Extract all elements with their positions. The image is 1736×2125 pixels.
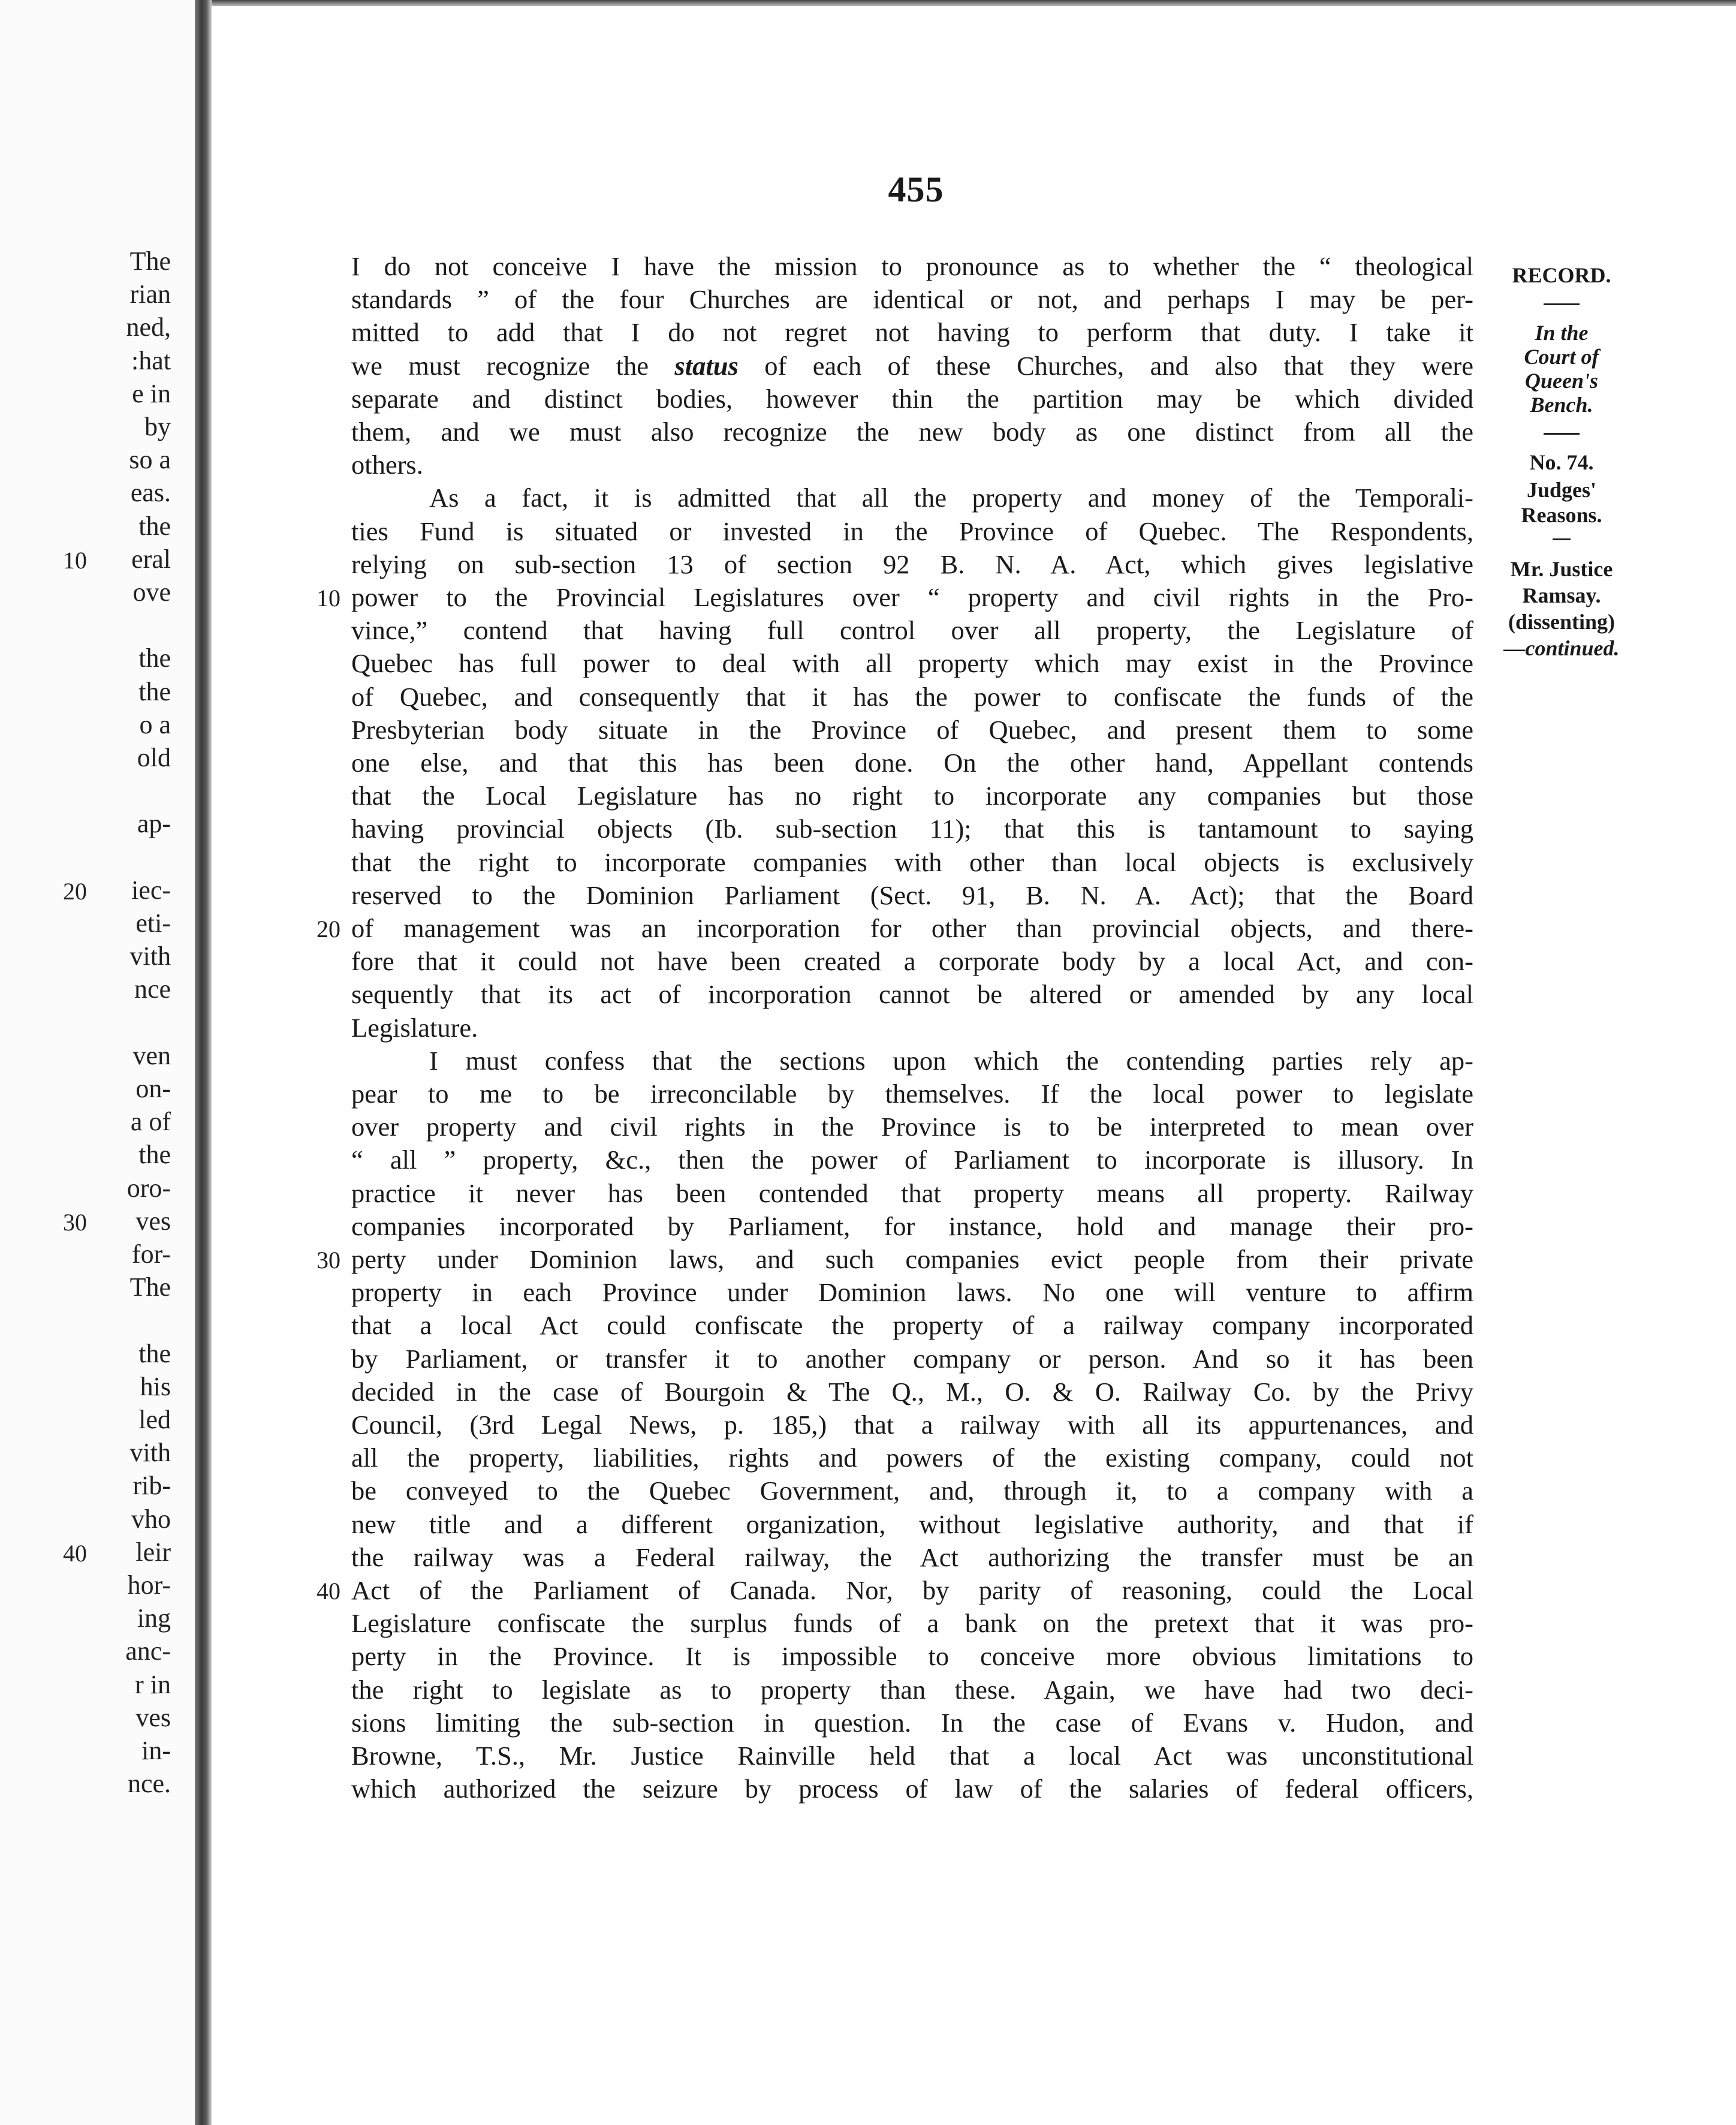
text-line: having provincial objects (Ib. sub-section 11); that this is tantamount to saying: [351, 814, 1473, 844]
facing-page-text: ves: [135, 1702, 171, 1732]
margin-rule: [1544, 433, 1580, 435]
facing-page-text: rib-: [132, 1471, 171, 1501]
facing-page-text: ove: [132, 577, 171, 607]
facing-page-fragment: [0, 0, 195, 2125]
text-line: companies incorporated by Parliament, for instance, hold and manage their pro-: [351, 1211, 1473, 1241]
facing-page-text: the: [138, 1338, 171, 1368]
line-number: 40: [317, 1578, 340, 1605]
facing-page-text: ned,: [126, 312, 171, 342]
text-line: we must recognize the status of each of these Churches, and also that they were: [351, 350, 1473, 381]
text-line: vince,” contend that having full control over all property, the Legislature of: [351, 615, 1473, 646]
facing-page-text: vith: [129, 1438, 171, 1468]
text-line: that the Local Legislature has no right to incorporate any companies but those: [351, 781, 1473, 811]
facing-line-number: 40: [63, 1539, 87, 1567]
text-line: Quebec has full power to deal with all property which may exist in the Province: [351, 648, 1473, 679]
text-line: Council, (3rd Legal News, p. 185,) that a railway with all its appurtenances, and: [351, 1410, 1473, 1440]
text-line: new title and a different organization, without legislative authority, and that if: [351, 1509, 1473, 1539]
facing-page-text: for-: [131, 1239, 171, 1269]
court-line-4: Bench.: [1530, 393, 1593, 417]
text-line: Legislature confiscate the surplus funds of a bank on the pretext that it was pro-: [351, 1608, 1473, 1639]
facing-page-text: ap-: [137, 809, 171, 839]
facing-page-text: :hat: [131, 345, 171, 375]
facing-page-text: nce: [134, 974, 171, 1004]
facing-page-text: the: [138, 1140, 171, 1170]
court-line-2: Court of: [1524, 345, 1599, 369]
facing-page-text: ven: [132, 1040, 171, 1070]
facing-page-text: vith: [129, 941, 171, 971]
text-line: fore that it could not have been created a corporate body by a local Act, and con-: [351, 946, 1473, 977]
facing-page-text: e in: [132, 378, 171, 408]
facing-page-text: the: [138, 676, 171, 706]
binding-gutter: [195, 0, 212, 2125]
facing-line-number: 10: [63, 546, 87, 574]
text-line: “ all ” property, &c., then the power of Parliament to incorporate is illusory. In: [351, 1145, 1473, 1175]
text-line: others.: [351, 450, 423, 480]
text-line: As a fact, it is admitted that all the property and money of the Temporali-: [429, 483, 1473, 513]
facing-page-text: oro-: [126, 1173, 171, 1203]
judge-line-2: Ramsay.: [1522, 583, 1601, 607]
text-line: over property and civil rights in the Province is to be interpreted to mean over: [351, 1112, 1473, 1142]
text-line: perty under Dominion laws, and such companies evict people from their private: [351, 1244, 1473, 1274]
text-line: separate and distinct bodies, however thin the partition may be which divided: [351, 383, 1473, 414]
facing-page-text: eti-: [135, 908, 171, 938]
facing-page-text: on-: [135, 1074, 171, 1103]
facing-page-text: vho: [131, 1504, 171, 1534]
text-line: practice it never has been contended that property means all property. Railway: [351, 1178, 1473, 1208]
facing-page-text: o a: [139, 709, 171, 739]
doc-type-line-1: Judges': [1526, 478, 1597, 502]
facing-page-text: The: [129, 246, 171, 276]
facing-page-text: the: [138, 511, 171, 541]
facing-page-text: leir: [135, 1537, 171, 1567]
facing-page-text: anc-: [125, 1636, 171, 1666]
page-top-edge: [212, 0, 1736, 6]
facing-page-text: in-: [141, 1736, 171, 1765]
text-line: property in each Province under Dominion laws. No one will venture to affirm: [351, 1277, 1473, 1308]
page-number: 455: [888, 170, 944, 209]
text-line: I must confess that the sections upon which the contending parties rely ap-: [429, 1045, 1473, 1076]
record-label: RECORD.: [1512, 263, 1611, 287]
text-line: them, and we must also recognize the new body as one distinct from all the: [351, 417, 1473, 447]
court-line-3: Queen's: [1524, 369, 1598, 393]
court-line-1: In the: [1535, 321, 1589, 345]
facing-page-text: his: [140, 1371, 171, 1401]
facing-page-text: old: [137, 743, 171, 772]
text-line: mitted to add that I do not regret not having to perform that duty. I take it: [351, 317, 1473, 348]
text-line: the railway was a Federal railway, the Act authorizing the transfer must be an: [351, 1542, 1473, 1572]
text-line: ties Fund is situated or invested in the Province of Quebec. The Respondents,: [351, 516, 1473, 546]
text-line: Presbyterian body situate in the Province of Quebec, and present them to some: [351, 714, 1473, 745]
text-line: the right to legislate as to property than these. Again, we have had two deci-: [351, 1674, 1473, 1705]
document-number: No. 74.: [1529, 450, 1594, 474]
margin-rule: [1544, 303, 1580, 305]
text-line: decided in the case of Bourgoin & The Q., M., O. & O. Railway Co. by the Privy: [351, 1376, 1473, 1407]
margin-rule: [1553, 538, 1571, 540]
text-line: that a local Act could confiscate the property of a railway company incorporated: [351, 1310, 1473, 1341]
text-line: Legislature.: [351, 1012, 478, 1043]
text-line: all the property, liabilities, rights and powers of the existing company, could not: [351, 1443, 1473, 1473]
text-line: that the right to incorporate companies with other than local objects is exclusively: [351, 847, 1473, 877]
text-line: I do not conceive I have the mission to pronounce as to whether the “ theological: [351, 251, 1473, 281]
text-line: relying on sub-section 13 of section 92 B. N. A. Act, which gives legislative: [351, 549, 1473, 579]
text-line: be conveyed to the Quebec Government, and, through it, to a company with a: [351, 1476, 1473, 1506]
facing-page-text: eral: [131, 544, 171, 574]
text-line: of management was an incorporation for other than provincial objects, and there-: [351, 913, 1473, 943]
facing-page-text: nce.: [127, 1769, 171, 1799]
facing-page-text: eas.: [130, 478, 171, 508]
judge-line-4: —continued.: [1503, 636, 1620, 660]
facing-page-text: a of: [130, 1107, 171, 1137]
text-line: pear to me to be irreconcilable by themselves. If the local power to legislate: [351, 1079, 1473, 1109]
text-line: which authorized the seizure by process of law of the salaries of federal officers,: [351, 1774, 1473, 1804]
text-line: one else, and that this has been done. On the other hand, Appellant contends: [351, 748, 1473, 778]
doc-type-line-2: Reasons.: [1521, 503, 1602, 527]
facing-page-text: by: [144, 412, 171, 441]
text-line: by Parliament, or transfer it to another company or person. And so it has been: [351, 1343, 1473, 1374]
judge-line-1: Mr. Justice: [1510, 557, 1613, 581]
facing-page-text: the: [138, 643, 171, 673]
facing-line-number: 30: [63, 1208, 87, 1236]
text-line: sions limiting the sub-section in question. In the case of Evans v. Hudon, and: [351, 1707, 1473, 1738]
text-line: sequently that its act of incorporation cannot be altered or amended by any local: [351, 979, 1473, 1010]
text-line: Act of the Parliament of Canada. Nor, by parity of reasoning, could the Local: [351, 1575, 1473, 1605]
text-line: Browne, T.S., Mr. Justice Rainville held that a local Act was unconstitutional: [351, 1741, 1473, 1771]
facing-page-text: ves: [135, 1206, 171, 1236]
facing-page-text: led: [138, 1405, 171, 1434]
facing-line-number: 20: [63, 877, 87, 905]
facing-page-text: iec-: [131, 875, 171, 905]
facing-page-text: hor-: [127, 1570, 171, 1600]
text-line: of Quebec, and consequently that it has the power to confiscate the funds of the: [351, 681, 1473, 712]
judge-line-3: (dissenting): [1508, 610, 1616, 634]
line-number: 30: [317, 1247, 340, 1274]
facing-page-text: rian: [129, 279, 171, 309]
facing-page-text: ing: [137, 1603, 171, 1633]
facing-page-text: so a: [129, 445, 171, 475]
text-line: perty in the Province. It is impossible to conceive more obvious limitations to: [351, 1641, 1473, 1672]
line-number: 10: [317, 585, 340, 612]
text-line: standards ” of the four Churches are identical or not, and perhaps I may be per-: [351, 284, 1473, 315]
facing-page-text: r in: [135, 1669, 171, 1699]
text-line: reserved to the Dominion Parliament (Sect. 91, B. N. A. Act); that the Board: [351, 880, 1473, 910]
facing-page-text: The: [129, 1272, 171, 1302]
text-line: power to the Provincial Legislatures over “ property and civil rights in the Pro-: [351, 582, 1473, 612]
line-number: 20: [317, 916, 340, 943]
